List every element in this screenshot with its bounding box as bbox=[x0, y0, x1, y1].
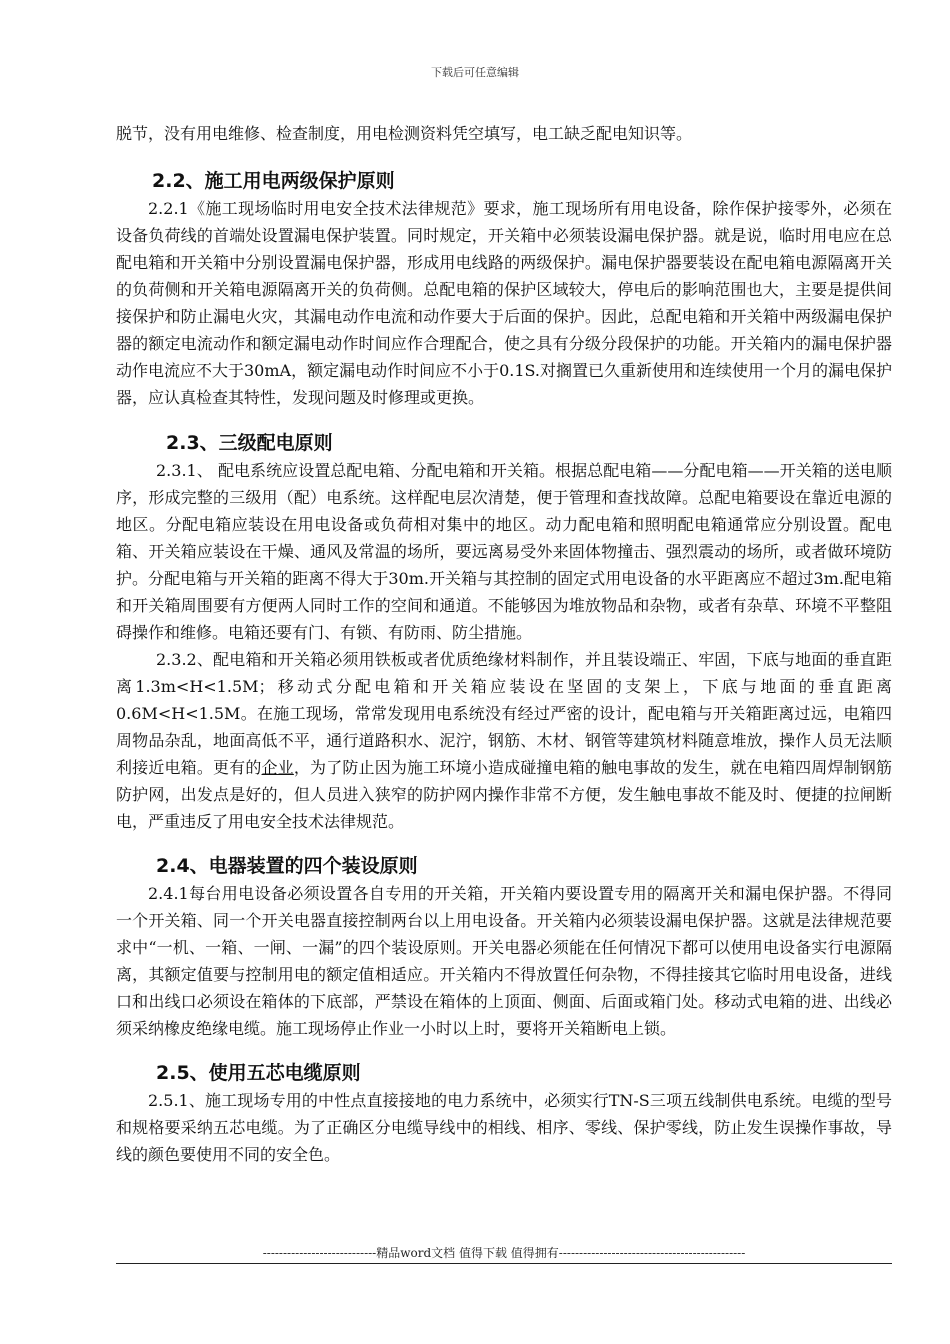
paragraph-2-4-1: 2.4.1每台用电设备必须设置各自专用的开关箱，开关箱内要设置专用的隔离开关和漏电保护器。不得同一个开关箱、同一个开关电器直接控制两台以上用电设备。开关箱内必须装设漏电保护器。这就是法律规范要求中“一机、一箱、一闸、一漏”的四个装设原则。开关电器必须能在任何情况下都可以使用电设备实行电源隔离，其额定值要与控制用电的额定值相适应。开关箱内不得放置任何杂物，不得挂接其它临时用电设备，进线口和出线口必须设在箱体的下底部，严禁设在箱体的上顶面、侧面、后面或箱门处。移动式电箱的进、出线必须采纳橡皮绝缘电缆。施工现场停止作业一小时以上时，要将开关箱断电上锁。 bbox=[116, 884, 892, 1038]
section-title-2-5: 2.5、使用五芯电缆原则 bbox=[156, 1062, 361, 1084]
document-body bbox=[116, 120, 892, 1168]
paragraph-continued: 脱节，没有用电维修、检查制度，用电检测资料凭空填写，电工缺乏配电知识等。 bbox=[116, 124, 693, 143]
paragraph-2-5-1: 2.5.1、施工现场专用的中性点直接接地的电力系统中，必须实行TN-S三项五线制供电系统。电缆的型号和规格要采纳五芯电缆。为了正确区分电缆导线中的相线、相序、零线、保护零线，防止发生误操作事故，导线的颜色要使用不同的安全色。 bbox=[116, 1091, 892, 1164]
paragraph-2-3-1: 2.3.1、 配电系统应设置总配电箱、分配电箱和开关箱。根据总配电箱——分配电箱——开关箱的送电顺序，形成完整的三级用（配）电系统。这样配电层次清楚，便于管理和查找故障。总配电箱要设在靠近电源的地区。分配电箱应装设在用电设备或负荷相对集中的地区。动力配电箱和照明配电箱通常应分别设置。配电箱、开关箱应装设在干燥、通风及常温的场所，要远离易受外来固体物撞击、强烈震动的场所，或者做环境防护。分配电箱与开关箱的距离不得大于30m.开关箱与其控制的固定式用电设备的水平距离应不超过3m.配电箱和开关箱周围要有方便两人同时工作的空间和通道。不能够因为堆放物品和杂物，或者有杂草、环境不平整阻碍操作和维修。电箱还要有门、有锁、有防雨、防尘措施。 bbox=[116, 461, 892, 642]
footer-divider bbox=[116, 1263, 892, 1264]
paragraph-2-3-2 bbox=[116, 646, 892, 835]
section-title-2-3: 2.3、三级配电原则 bbox=[166, 432, 333, 454]
enterprise-link[interactable]: 企业 bbox=[261, 758, 294, 777]
section-title-2-2: 2.2、施工用电两级保护原则 bbox=[152, 170, 395, 192]
paragraph-2-3-2-part-b: ，为了防止因为施工环境小造成碰撞电箱的触电事故的发生，就在电箱四周焊制钢筋防护网，出发点是好的，但人员进入狭窄的防护网内操作非常不方便，发生触电事故不能及时、便捷的拉闸断电，严重违反了用电安全技术法律规范。 bbox=[116, 758, 892, 831]
page-footer: ----------------------------精品word文档 值得下载 值得拥有---------------------------------------------- bbox=[262, 1246, 746, 1260]
paragraph-2-3-2-part-a: 2.3.2、配电箱和开关箱必须用铁板或者优质绝缘材料制作，并且装设端正、牢固，下底与地面的垂直距离1.3m<H<1.5M；移动式分配电箱和开关箱应装设在坚固的支架上，下底与地面的垂直距离0.6M<H<1.5M。在施工现场，常常发现用电系统没有经过严密的设计，配电箱与开关箱距离过远，电箱四周物品杂乱，地面高低不平，通行道路积水、泥泞，钢筋、木材、钢管等建筑材料随意堆放，操作人员无法顺利接近电箱。更有的 bbox=[116, 650, 892, 777]
page-header: 下载后可任意编辑 bbox=[431, 66, 519, 79]
section-title-2-4: 2.4、电器装置的四个装设原则 bbox=[156, 855, 418, 877]
paragraph-2-2-1: 2.2.1《施工现场临时用电安全技术法律规范》要求，施工现场所有用电设备，除作保护接零外，必须在设备负荷线的首端处设置漏电保护装置。同时规定，开关箱中必须装设漏电保护器。就是说，临时用电应在总配电箱和开关箱中分别设置漏电保护器，形成用电线路的两级保护。漏电保护器要装设在配电箱电源隔离开关的负荷侧和开关箱电源隔离开关的负荷侧。总配电箱的保护区域较大，停电后的影响范围也大，主要是提供间接保护和防止漏电火灾，其漏电动作电流和动作要大于后面的保护。因此，总配电箱和开关箱中两级漏电保护器的额定电流动作和额定漏电动作时间应作合理配合，使之具有分级分段保护的功能。开关箱内的漏电保护器动作电流应不大于30mA，额定漏电动作时间应不小于0.1S.对搁置已久重新使用和连续使用一个月的漏电保护器，应认真检查其特性，发现问题及时修理或更换。 bbox=[116, 199, 893, 407]
